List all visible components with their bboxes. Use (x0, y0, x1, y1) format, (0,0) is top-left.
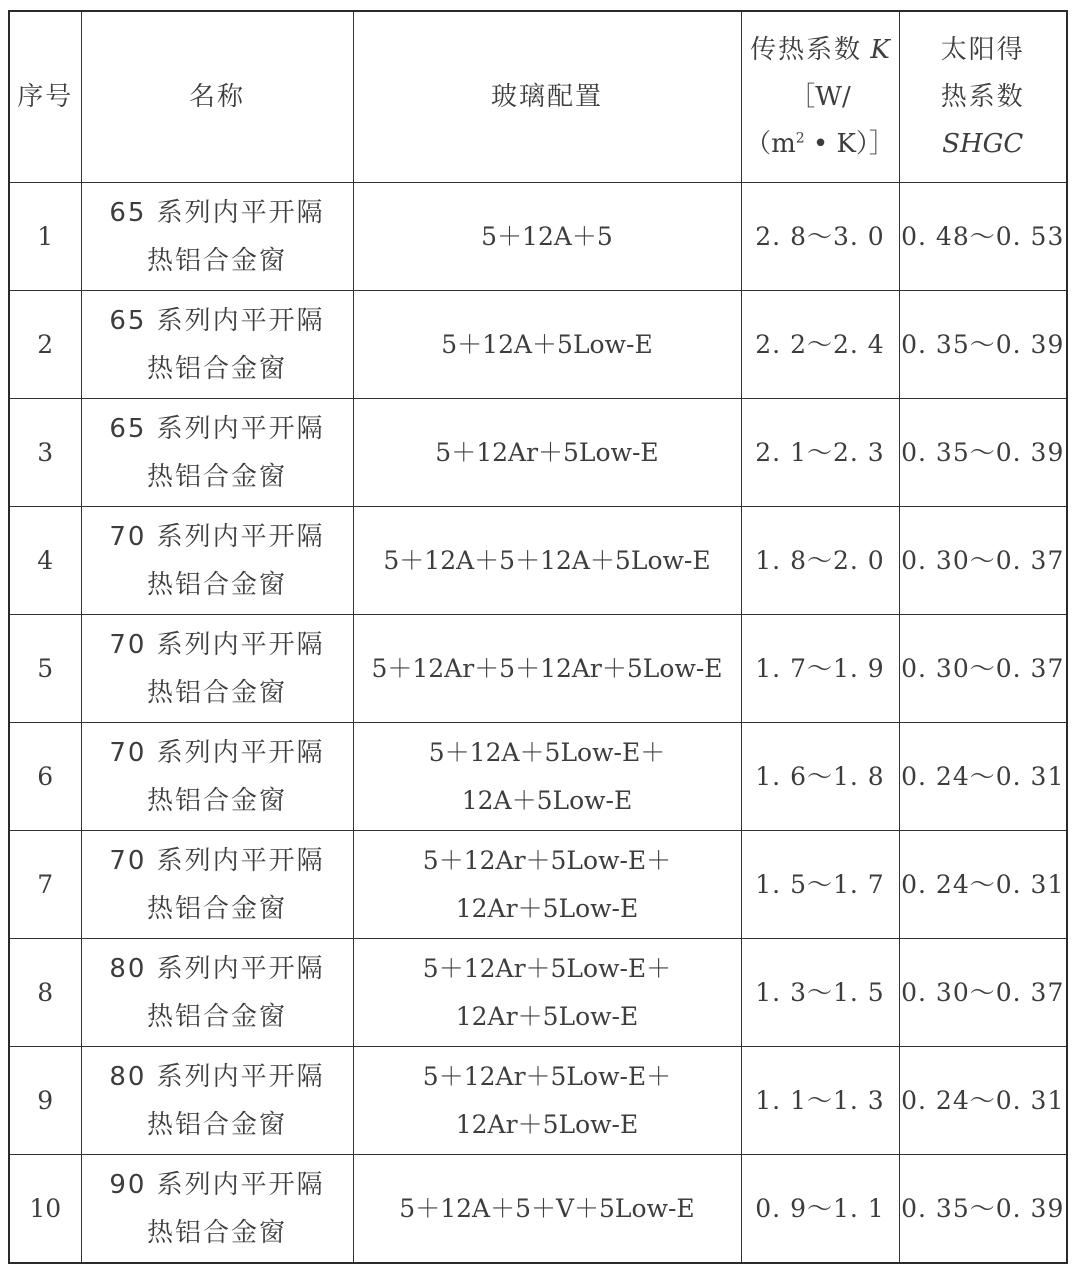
table-row (9, 507, 1067, 615)
table-row (9, 723, 1067, 831)
table-row (9, 615, 1067, 723)
cell-glass-line1: 5＋12Ar＋5Low-E＋ (422, 1061, 672, 1091)
table-row (9, 183, 1067, 291)
cell-glass-line2: 12Ar＋5Low-E (455, 1001, 639, 1031)
header-k-line3 (742, 121, 899, 168)
window-performance-table-container (8, 10, 1066, 1264)
cell-name-line1: 70 系列内平开隔 (109, 629, 325, 660)
cell-name-line2: 热铝合金窗 (146, 785, 287, 816)
cell-k-value: 2. 1～2. 3 (741, 399, 899, 507)
cell-name (81, 831, 353, 939)
cell-shgc-value: 0. 35～0. 39 (899, 291, 1067, 399)
header-k-unit-pre: （m (745, 128, 796, 159)
cell-no: 9 (9, 1047, 81, 1155)
cell-name (81, 399, 353, 507)
cell-shgc-value: 0. 35～0. 39 (899, 399, 1067, 507)
table-row (9, 939, 1067, 1047)
header-name: 名称 (81, 11, 353, 183)
cell-glass-config (353, 507, 741, 615)
header-no: 序号 (9, 11, 81, 183)
cell-name (81, 1047, 353, 1155)
cell-glass-line2: 12Ar＋5Low-E (455, 1109, 639, 1139)
cell-shgc-value: 0. 30～0. 37 (899, 939, 1067, 1047)
cell-name-line1: 65 系列内平开隔 (109, 197, 325, 228)
cell-glass-line1: 5＋12Ar＋5Low-E (435, 437, 659, 467)
header-k-line1 (742, 27, 899, 74)
cell-name-line1: 70 系列内平开隔 (109, 521, 325, 552)
header-k-symbol: K (870, 34, 890, 65)
cell-shgc-value: 0. 48～0. 53 (899, 183, 1067, 291)
header-k-unit-sup: 2 (795, 129, 805, 146)
cell-name-line2: 热铝合金窗 (146, 569, 287, 600)
table-header-row (9, 11, 1067, 183)
cell-name-line1: 65 系列内平开隔 (109, 413, 325, 444)
cell-name-line2: 热铝合金窗 (146, 461, 287, 492)
header-shgc-line3: SHGC (942, 128, 1024, 159)
cell-name-line2: 热铝合金窗 (146, 1217, 287, 1248)
table-row (9, 831, 1067, 939)
cell-name-line2: 热铝合金窗 (146, 1001, 287, 1032)
cell-no: 8 (9, 939, 81, 1047)
cell-name (81, 615, 353, 723)
cell-shgc-value: 0. 24～0. 31 (899, 723, 1067, 831)
cell-k-value: 0. 9～1. 1 (741, 1155, 899, 1264)
cell-name (81, 1155, 353, 1264)
header-glass-config: 玻璃配置 (353, 11, 741, 183)
cell-name-line2: 热铝合金窗 (146, 893, 287, 924)
cell-glass-line1: 5＋12Ar＋5＋12Ar＋5Low-E (371, 653, 723, 683)
cell-name-line1: 70 系列内平开隔 (109, 737, 325, 768)
table-row (9, 291, 1067, 399)
cell-glass-line1: 5＋12A＋5＋V＋5Low-E (399, 1193, 695, 1223)
window-performance-table (8, 10, 1068, 1264)
cell-k-value: 2. 2～2. 4 (741, 291, 899, 399)
cell-no: 2 (9, 291, 81, 399)
cell-k-value: 2. 8～3. 0 (741, 183, 899, 291)
cell-name-line1: 80 系列内平开隔 (109, 1061, 325, 1092)
cell-no: 7 (9, 831, 81, 939)
cell-no: 1 (9, 183, 81, 291)
cell-glass-line1: 5＋12A＋5Low-E＋ (428, 737, 666, 767)
cell-name-line2: 热铝合金窗 (146, 1109, 287, 1140)
header-shgc-line2: 热系数 (940, 81, 1025, 112)
cell-shgc-value: 0. 24～0. 31 (899, 1047, 1067, 1155)
cell-name (81, 183, 353, 291)
table-row (9, 1047, 1067, 1155)
header-shgc (899, 11, 1067, 183)
cell-name (81, 939, 353, 1047)
cell-shgc-value: 0. 35～0. 39 (899, 1155, 1067, 1264)
header-k-label: 传热系数 (750, 34, 863, 65)
cell-glass-config (353, 1047, 741, 1155)
cell-k-value: 1. 1～1. 3 (741, 1047, 899, 1155)
cell-name (81, 723, 353, 831)
cell-glass-line1: 5＋12A＋5＋12A＋5Low-E (383, 545, 711, 575)
cell-glass-config (353, 939, 741, 1047)
cell-name-line2: 热铝合金窗 (146, 677, 287, 708)
cell-name-line1: 70 系列内平开隔 (109, 845, 325, 876)
cell-glass-config (353, 615, 741, 723)
cell-glass-config (353, 831, 741, 939)
cell-name (81, 291, 353, 399)
table-row (9, 1155, 1067, 1264)
cell-no: 10 (9, 1155, 81, 1264)
cell-glass-line2: 12A＋5Low-E (461, 785, 633, 815)
cell-name (81, 507, 353, 615)
cell-no: 3 (9, 399, 81, 507)
cell-glass-config (353, 291, 741, 399)
cell-k-value: 1. 6～1. 8 (741, 723, 899, 831)
cell-k-value: 1. 8～2. 0 (741, 507, 899, 615)
cell-glass-line1: 5＋12A＋5Low-E (441, 329, 653, 359)
cell-k-value: 1. 5～1. 7 (741, 831, 899, 939)
cell-no: 6 (9, 723, 81, 831)
cell-glass-config (353, 1155, 741, 1264)
header-k-unit-post: • K）］ (804, 128, 895, 159)
header-k-line2: ［W/ (789, 81, 851, 112)
cell-glass-line1: 5＋12A＋5 (481, 221, 613, 251)
cell-shgc-value: 0. 30～0. 37 (899, 507, 1067, 615)
cell-glass-config (353, 723, 741, 831)
cell-glass-config (353, 399, 741, 507)
cell-glass-line1: 5＋12Ar＋5Low-E＋ (422, 953, 672, 983)
header-shgc-line1: 太阳得 (940, 34, 1025, 65)
table-body (9, 183, 1067, 1264)
cell-no: 5 (9, 615, 81, 723)
cell-name-line1: 80 系列内平开隔 (109, 953, 325, 984)
cell-name-line1: 90 系列内平开隔 (109, 1169, 325, 1200)
cell-name-line2: 热铝合金窗 (146, 245, 287, 276)
header-heat-transfer-coefficient (741, 11, 899, 183)
cell-k-value: 1. 7～1. 9 (741, 615, 899, 723)
cell-glass-line2: 12Ar＋5Low-E (455, 893, 639, 923)
cell-name-line1: 65 系列内平开隔 (109, 305, 325, 336)
cell-glass-config (353, 183, 741, 291)
cell-shgc-value: 0. 30～0. 37 (899, 615, 1067, 723)
cell-glass-line1: 5＋12Ar＋5Low-E＋ (422, 845, 672, 875)
cell-shgc-value: 0. 24～0. 31 (899, 831, 1067, 939)
table-row (9, 399, 1067, 507)
cell-k-value: 1. 3～1. 5 (741, 939, 899, 1047)
cell-no: 4 (9, 507, 81, 615)
cell-name-line2: 热铝合金窗 (146, 353, 287, 384)
